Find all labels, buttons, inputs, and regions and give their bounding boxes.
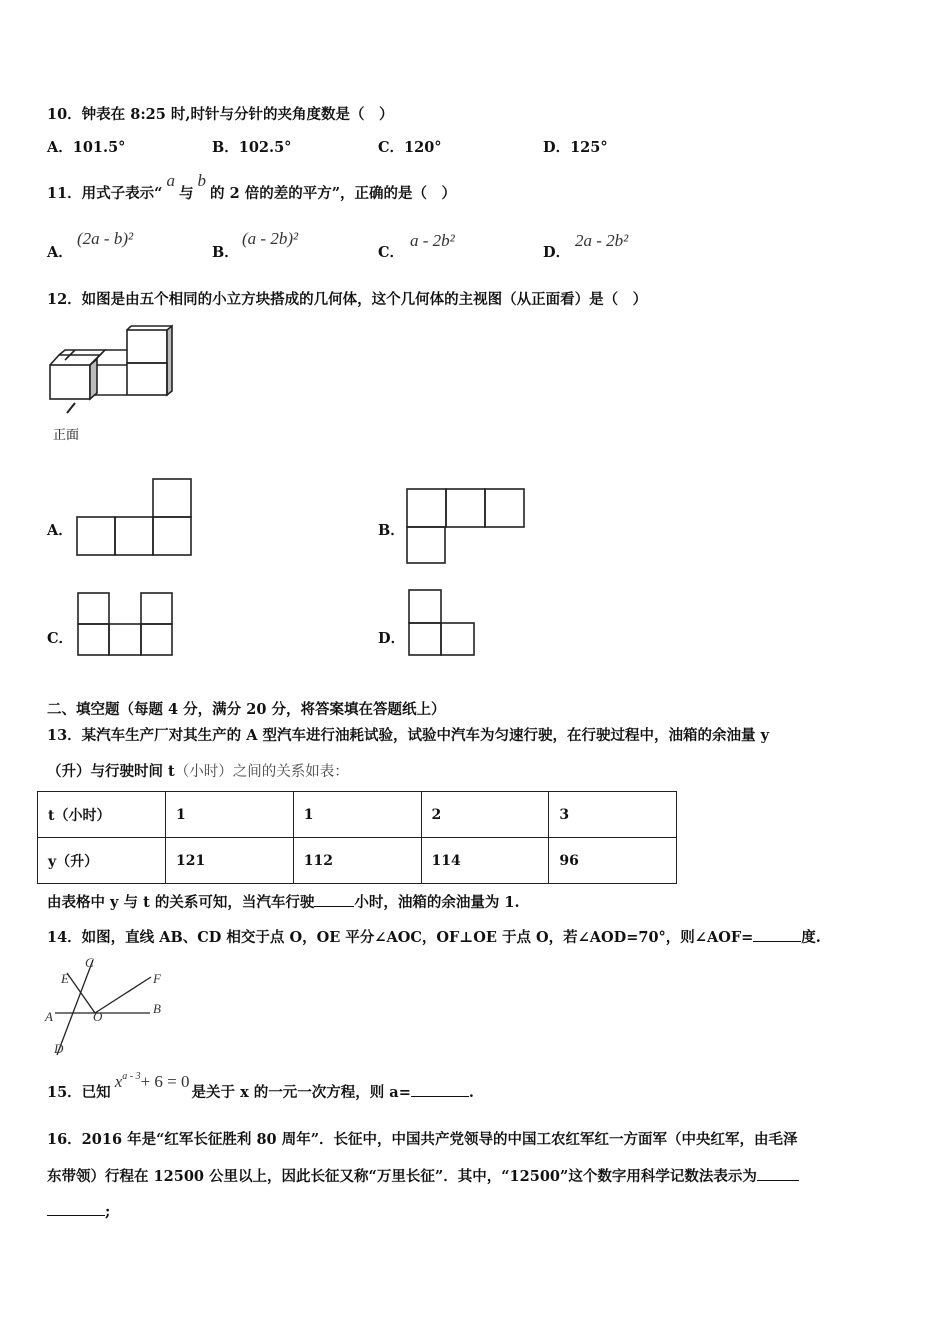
q11-label-b: B． xyxy=(212,244,239,261)
table-cell: t（小时） xyxy=(38,792,166,838)
q15-expr-exp: a - 3 xyxy=(122,1071,141,1083)
q13-line2 xyxy=(47,760,349,781)
q11-expr-a: (2a - b)² xyxy=(77,229,134,248)
q10-option-d: D．125° xyxy=(543,139,608,156)
q16-line1: 16．2016 年是“红军长征胜利 80 周年”．长征中，中国共产党领导的中国工农红军红一方面军（中央红军，由毛泽 xyxy=(47,1131,798,1148)
q11-stem-post: 的 2 倍的差的平方”，正确的是（ ） xyxy=(210,185,457,202)
q15-stem xyxy=(47,1071,474,1102)
q13-after-post: 小时，油箱的余油量为 1. xyxy=(354,894,520,911)
label-c: C xyxy=(85,955,94,970)
q15-expr-base: x xyxy=(114,1072,123,1091)
option-a-figure xyxy=(77,479,193,557)
answer-blank[interactable] xyxy=(757,1168,799,1181)
q12-label-a: A． xyxy=(47,522,73,539)
answer-blank-continued[interactable] xyxy=(47,1203,105,1216)
q16-line2-text: 东带领）行程在 12500 公里以上，因此长征又称“万里长征”．其中，“12500”这个数字用科学记数法表示为 xyxy=(47,1168,757,1185)
table-cell: 96 xyxy=(549,838,677,884)
angle-figure xyxy=(45,955,175,1060)
q11-label-c: C． xyxy=(378,244,405,261)
table-cell: 112 xyxy=(293,838,421,884)
table-cell: 1 xyxy=(165,792,293,838)
q11-label-d: D． xyxy=(543,244,571,261)
q13-after xyxy=(47,891,520,912)
table-cell: 2 xyxy=(421,792,549,838)
q11-expr-d: 2a - 2b² xyxy=(575,231,629,250)
q13-line2-bold: （升）与行驶时间 t xyxy=(47,763,175,780)
q10-option-b: B．102.5° xyxy=(212,139,292,156)
q15-post: 是关于 x 的一元一次方程，则 a= xyxy=(191,1084,411,1101)
q15-end: . xyxy=(468,1084,474,1101)
q12-label-c: C． xyxy=(47,630,74,647)
q13-line2-normal: （小时）之间的关系如表： xyxy=(174,764,349,780)
option-b-figure xyxy=(407,489,526,565)
label-o: O xyxy=(93,1009,103,1024)
label-e: E xyxy=(61,971,69,986)
section-heading: 二、填空题（每题 4 分，满分 20 分，将答案填在答题纸上） xyxy=(47,701,446,718)
q10-option-a: A．101.5° xyxy=(47,139,126,156)
cube-solid-figure xyxy=(45,325,180,415)
front-label: 正面 xyxy=(53,428,80,443)
table-cell: 114 xyxy=(421,838,549,884)
q11-stem xyxy=(47,171,457,203)
table-cell: y（升） xyxy=(38,838,166,884)
table-cell: 121 xyxy=(165,838,293,884)
option-d-figure xyxy=(409,590,476,657)
q12-stem: 12．如图是由五个相同的小立方块搭成的几何体，这个几何体的主视图（从正面看）是（ ） xyxy=(47,291,648,308)
q14-stem-pre: 14．如图，直线 AB、CD 相交于点 O，OE 平分∠AOC，OF⊥OE 于点 O，若∠AOD=70°，则∠AOF= xyxy=(47,929,754,946)
var-b: b xyxy=(197,171,207,190)
var-a: a xyxy=(166,171,176,190)
table-cell: 3 xyxy=(549,792,677,838)
q13-after-pre: 由表格中 y 与 t 的关系可知，当汽车行驶 xyxy=(47,894,315,911)
q10-option-c: C．120° xyxy=(378,139,442,156)
answer-blank[interactable] xyxy=(411,1084,469,1097)
label-d: D xyxy=(54,1041,64,1056)
table-cell: 1 xyxy=(293,792,421,838)
label-b: B xyxy=(153,1001,161,1016)
fuel-table xyxy=(37,791,677,884)
q15-expr-rest: + 6 = 0 xyxy=(140,1072,190,1091)
table-row xyxy=(38,792,677,838)
q16-end: ; xyxy=(105,1203,111,1220)
q11-expr-c: a - 2b² xyxy=(410,231,455,250)
label-f: F xyxy=(153,971,161,986)
q14-stem-post: 度. xyxy=(801,929,821,946)
q15-pre: 15．已知 xyxy=(47,1084,111,1101)
answer-blank[interactable] xyxy=(314,894,354,907)
option-c-figure xyxy=(78,593,174,657)
q16-line2 xyxy=(47,1165,799,1186)
label-a: A xyxy=(45,1009,53,1024)
q11-label-a: A． xyxy=(47,244,73,261)
q12-label-d: D． xyxy=(378,630,406,647)
q14-stem xyxy=(47,926,821,947)
q11-expr-b: (a - 2b)² xyxy=(242,229,299,248)
table-row xyxy=(38,838,677,884)
q12-label-b: B． xyxy=(378,522,405,539)
q16-line3 xyxy=(47,1203,110,1220)
q11-stem-mid: 与 xyxy=(179,185,194,202)
q10-stem: 10．钟表在 8:25 时,时针与分针的夹角度数是（ ） xyxy=(47,106,394,123)
q11-stem-pre: 11．用式子表示“ xyxy=(47,185,163,202)
answer-blank[interactable] xyxy=(753,929,801,942)
q13-line1: 13．某汽车生产厂对其生产的 A 型汽车进行油耗试验，试验中汽车为匀速行驶，在行驶过程中，油箱的余油量 y xyxy=(47,727,769,744)
